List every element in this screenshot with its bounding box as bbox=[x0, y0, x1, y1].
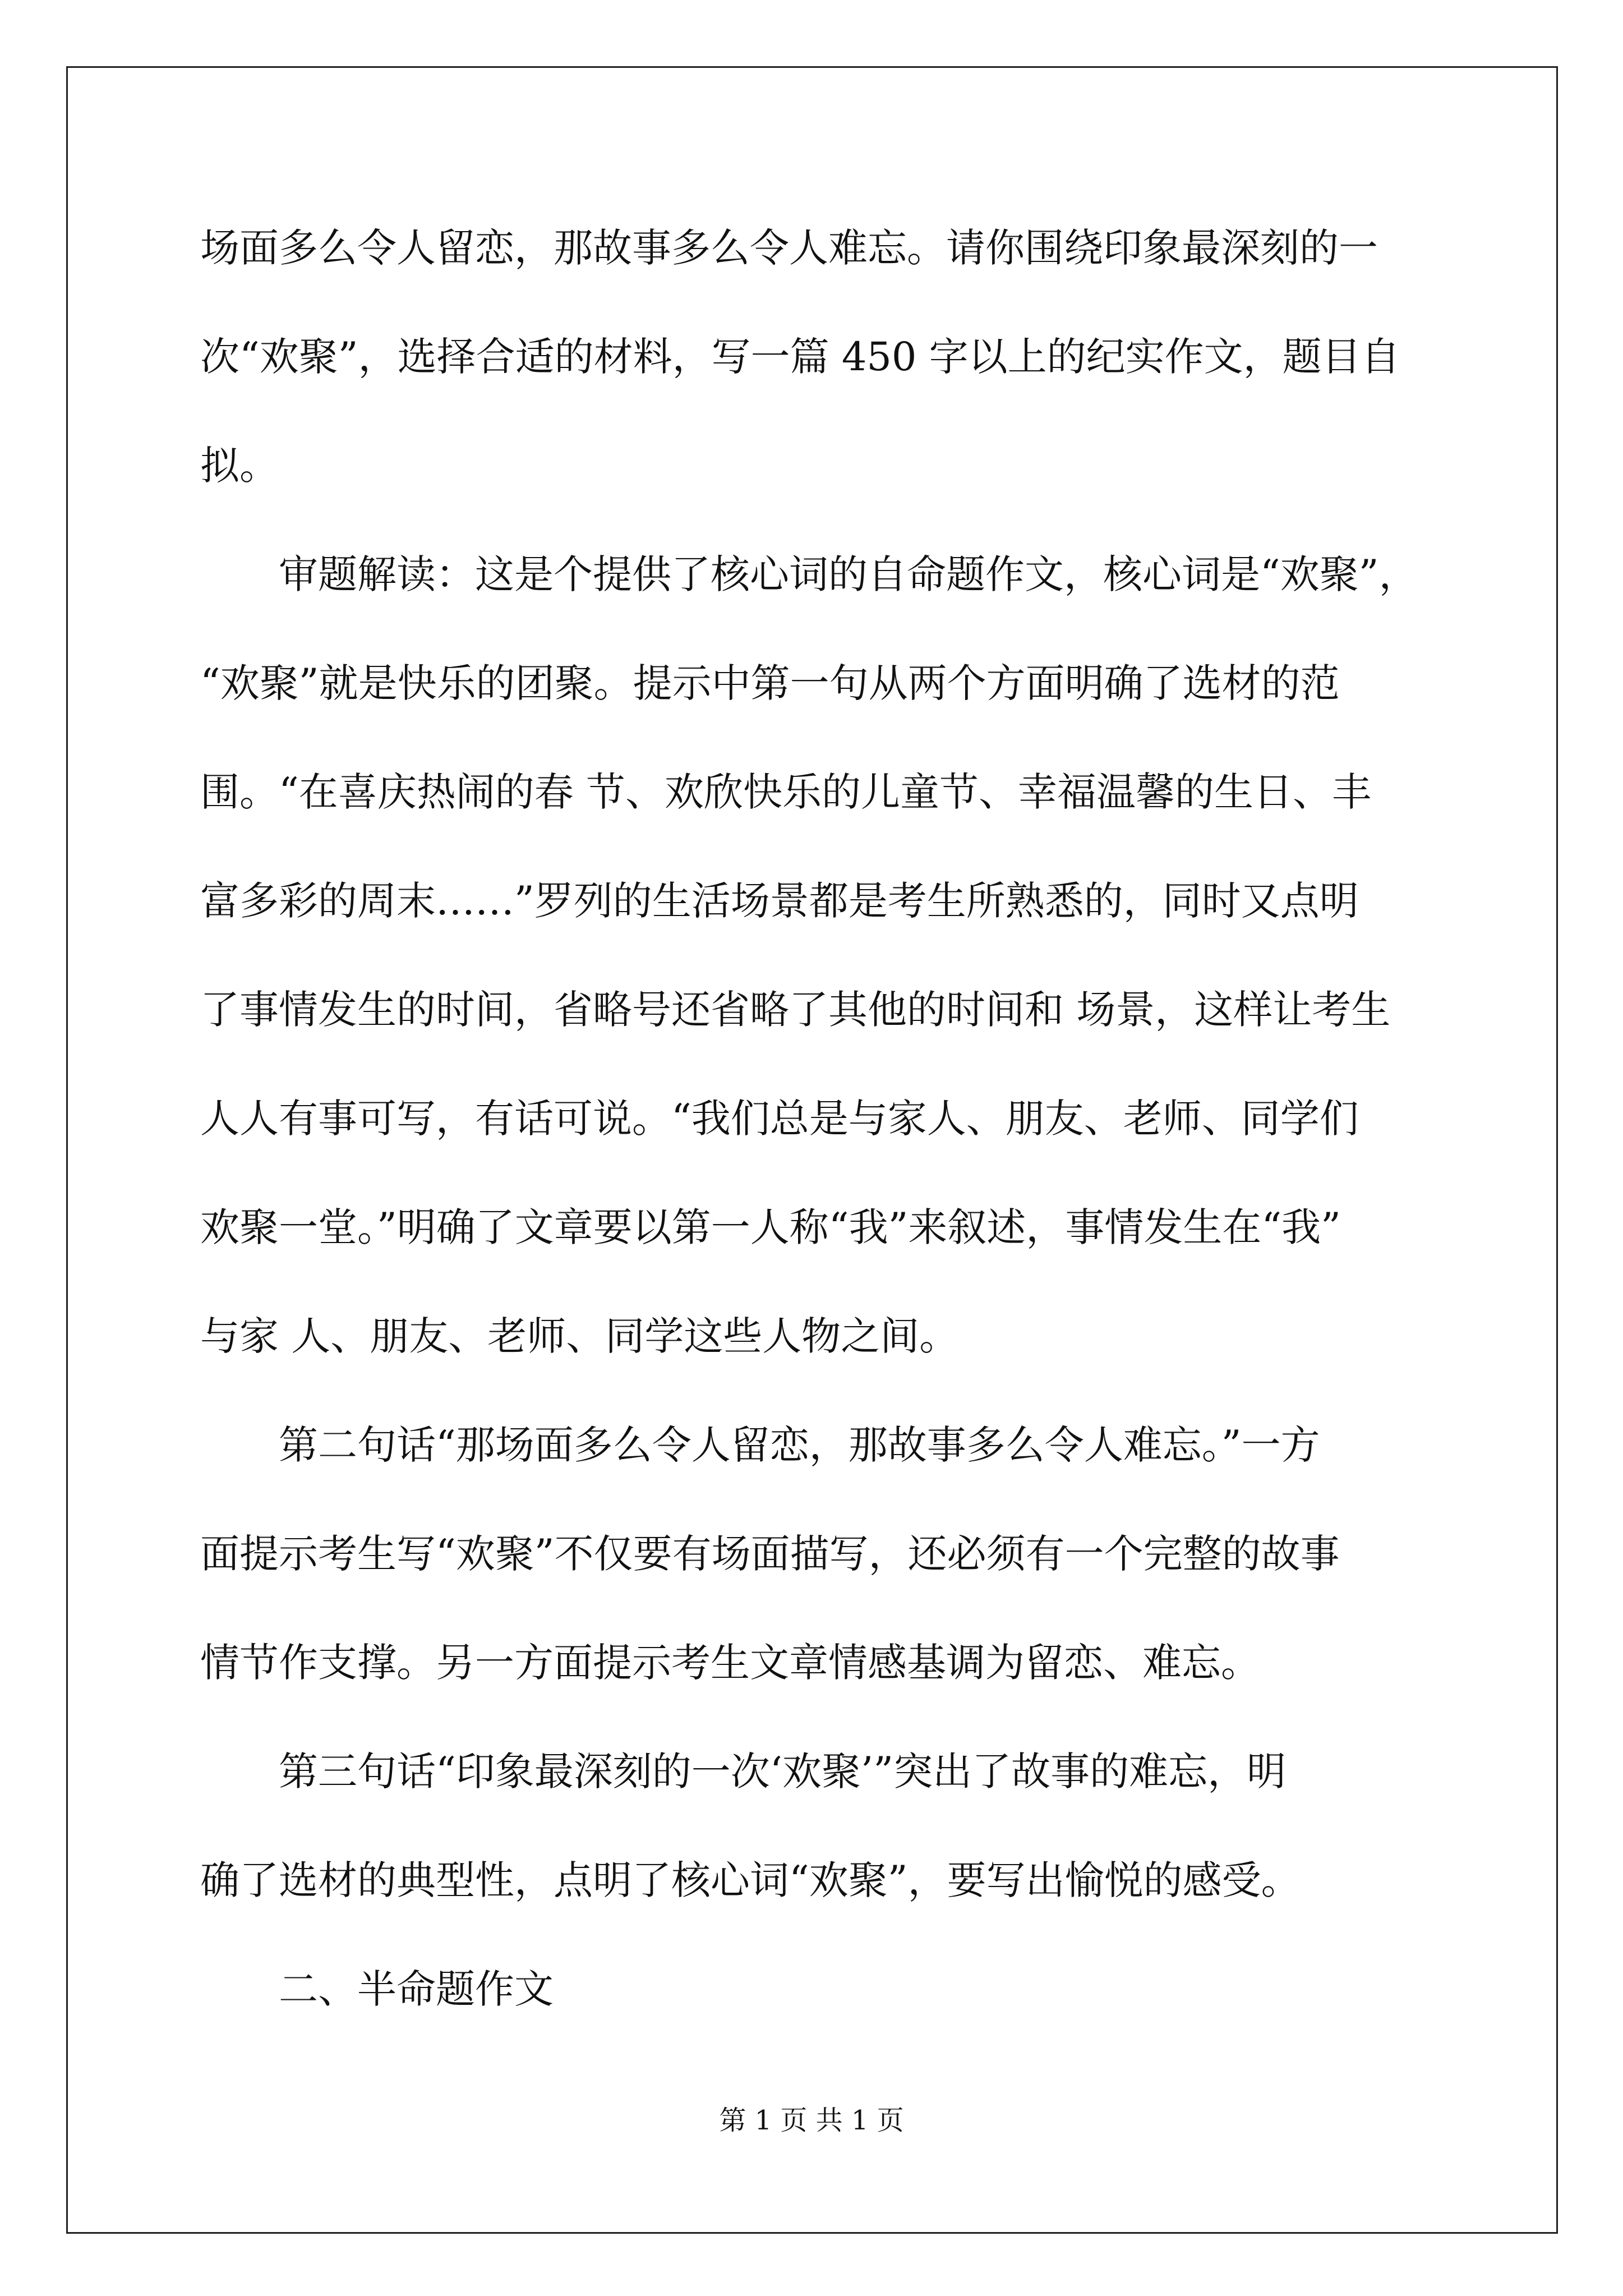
text-line-9: 人人有事可写，有话可说。“我们总是与家人、朋友、老师、同学们 bbox=[200, 1096, 1359, 1142]
text-line-15: 第三句话“印象最深刻的一次‘欢聚’”突出了故事的难忘，明 bbox=[279, 1749, 1287, 1795]
text-line-4: 审题解读：这是个提供了核心词的自命题作文，核心词是“欢聚”， bbox=[279, 551, 1418, 597]
text-line-11: 与家 人、朋友、老师、同学这些人物之间。 bbox=[200, 1313, 959, 1359]
page-frame bbox=[66, 66, 1558, 2234]
page-footer: 第 1 页 共 1 页 bbox=[719, 2105, 904, 2136]
text-line-8: 了事情发生的时间，省略号还省略了其他的时间和 场景，这样让考生 bbox=[200, 987, 1391, 1033]
text-line-14: 情节作支撑。另一方面提示考生文章情感基调为留恋、难忘。 bbox=[200, 1640, 1260, 1686]
text-line-13: 面提示考生写“欢聚”不仅要有场面描写，还必须有一个完整的故事 bbox=[200, 1531, 1340, 1577]
text-line-6: 围。“在喜庆热闹的春 节、欢欣快乐的儿童节、幸福温馨的生日、丰 bbox=[200, 769, 1372, 815]
text-line-3: 拟。 bbox=[200, 443, 279, 489]
text-line-7: 富多彩的周末……”罗列的生活场景都是考生所熟悉的，同时又点明 bbox=[200, 878, 1359, 924]
text-line-10: 欢聚一堂。”明确了文章要以第一人称“我”来叙述，事情发生在“我” bbox=[200, 1204, 1341, 1250]
text-line-16: 确了选材的典型性，点明了核心词“欢聚”，要写出愉悦的感受。 bbox=[200, 1857, 1301, 1903]
text-line-5: “欢聚”就是快乐的团聚。提示中第一句从两个方面明确了选材的范 bbox=[200, 660, 1340, 706]
text-line-1: 场面多么令人留恋，那故事多么令人难忘。请你围绕印象最深刻的一 bbox=[200, 225, 1378, 271]
text-line-12: 第二句话“那场面多么令人留恋，那故事多么令人难忘。”一方 bbox=[279, 1422, 1320, 1468]
text-line-2: 次“欢聚”，选择合适的材料，写一篇 450 字以上的纪实作文，题目自 bbox=[200, 334, 1400, 380]
section-heading: 二、半命题作文 bbox=[279, 1966, 554, 2012]
